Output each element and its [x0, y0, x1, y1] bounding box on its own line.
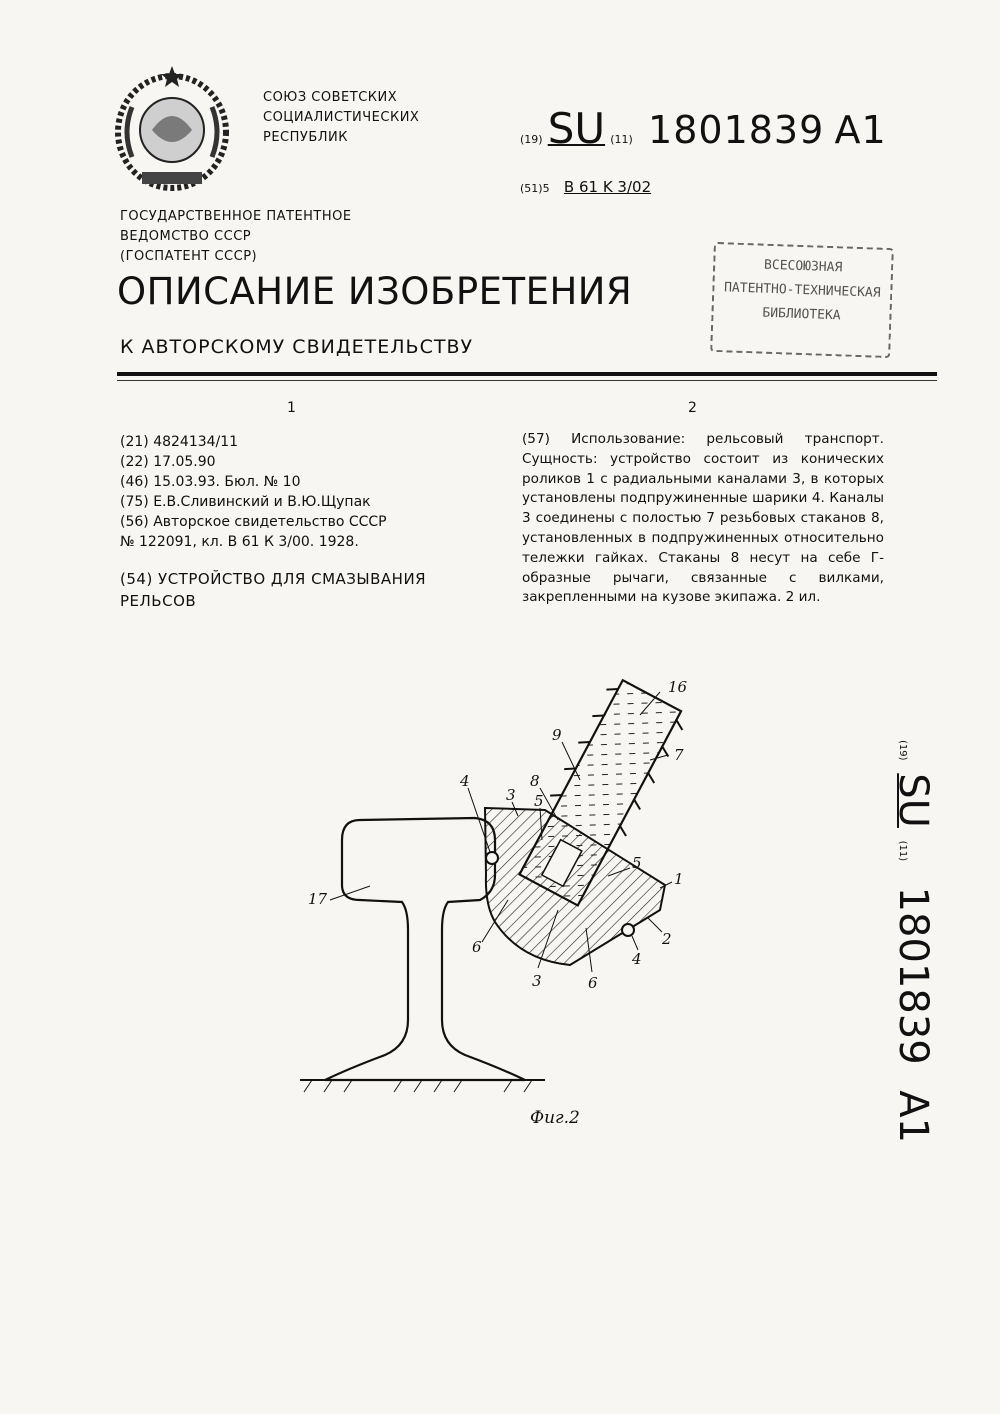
country-code: SU	[547, 104, 606, 153]
biblio-line: (46) 15.03.93. Бюл. № 10	[120, 474, 301, 490]
side-kind: A1	[890, 1090, 936, 1144]
label-1: 1	[674, 870, 684, 888]
ball-lower	[622, 924, 634, 936]
column-number-right: 2	[688, 400, 697, 416]
code-19: (19)	[520, 133, 543, 146]
column-number-left: 1	[287, 400, 296, 416]
code-51: (51)5	[520, 182, 550, 195]
invention-title: (54) УСТРОЙСТВО ДЛЯ СМАЗЫВАНИЯ РЕЛЬСОВ	[120, 570, 427, 610]
side-number: 1801839	[890, 886, 936, 1065]
label-3: 3	[506, 786, 516, 804]
patent-office	[120, 207, 352, 267]
biblio-line: № 122091, кл. В 61 К 3/00. 1928.	[120, 534, 359, 550]
label-4: 4	[460, 772, 470, 790]
ipc-class-row	[520, 178, 651, 196]
label-16: 16	[668, 678, 688, 696]
patent-number: 1801839	[648, 108, 825, 152]
biblio-line: (22) 17.05.90	[120, 454, 216, 470]
office-line-3: (ГОСПАТЕНТ СССР)	[120, 249, 258, 264]
kind-code: A1	[834, 108, 887, 152]
label-6: 6	[472, 938, 482, 956]
label-5: 5	[534, 792, 544, 810]
code-11: (11)	[610, 133, 633, 146]
office-line-2: ВЕДОМСТВО СССР	[120, 229, 252, 244]
label-4b: 4	[632, 950, 642, 968]
label-5b: 5	[632, 854, 642, 872]
side-code-19: (19)	[897, 740, 908, 761]
figure-caption: Фиг.2	[530, 1108, 580, 1128]
document-title: ОПИСАНИЕ ИЗОБРЕТЕНИЯ	[117, 270, 633, 313]
document-subtitle: К АВТОРСКОМУ СВИДЕТЕЛЬСТВУ	[120, 336, 474, 358]
library-stamp	[710, 242, 894, 358]
union-line-3: РЕСПУБЛИК	[263, 130, 348, 145]
side-code-11: (11)	[897, 840, 908, 862]
stamp-line-1: ВСЕСОЮЗНАЯ	[763, 257, 843, 276]
ground-line	[300, 1080, 545, 1092]
union-line-2: СОЦИАЛИСТИЧЕСКИХ	[263, 110, 420, 125]
biblio-line: (56) Авторское свидетельство СССР	[120, 514, 387, 530]
label-17: 17	[308, 890, 328, 908]
title-rule	[117, 372, 937, 376]
ipc-class: B 61 K 3/02	[563, 178, 652, 196]
union-name	[263, 88, 463, 148]
technical-drawing	[290, 660, 710, 1100]
office-line-1: ГОСУДАРСТВЕННОЕ ПАТЕНТНОЕ	[120, 209, 352, 224]
label-7: 7	[674, 746, 684, 764]
label-9: 9	[552, 726, 562, 744]
biblio-line: (75) Е.В.Сливинский и В.Ю.Щупак	[120, 494, 371, 510]
abstract: (57) Использование: рельсовый транспорт. Сущность: устройство состоит из конических роликов 1 с радиальными каналами 3, в которых установлены подпружиненные шарики 4. Каналы 3 соединены с полостью 7 резьбовых стаканов 8, установленных в подпружиненных относительно тележки гайках. Стаканы 8 несут на себе Г-образные рычаги, связанные с вилками, закрепленными на кузове экипажа. 2 ил.	[522, 431, 884, 606]
stamp-line-3: БИБЛИОТЕКА	[762, 305, 841, 324]
ball-upper	[486, 852, 498, 864]
bibliographic-data	[120, 432, 387, 552]
label-2: 2	[662, 930, 672, 948]
union-line-1: СОЮЗ СОВЕТСКИХ	[263, 90, 398, 105]
side-country: SU	[890, 773, 936, 828]
title-rule-thin	[117, 380, 937, 381]
side-patent-id	[890, 740, 936, 1143]
state-emblem	[112, 62, 232, 192]
label-8: 8	[530, 772, 540, 790]
label-6b: 6	[588, 974, 598, 992]
biblio-line: (21) 4824134/11	[120, 434, 239, 450]
patent-number-block	[520, 104, 887, 153]
stamp-line-2: ПАТЕНТНО-ТЕХНИЧЕСКАЯ	[723, 280, 881, 301]
label-3b: 3	[532, 972, 542, 990]
